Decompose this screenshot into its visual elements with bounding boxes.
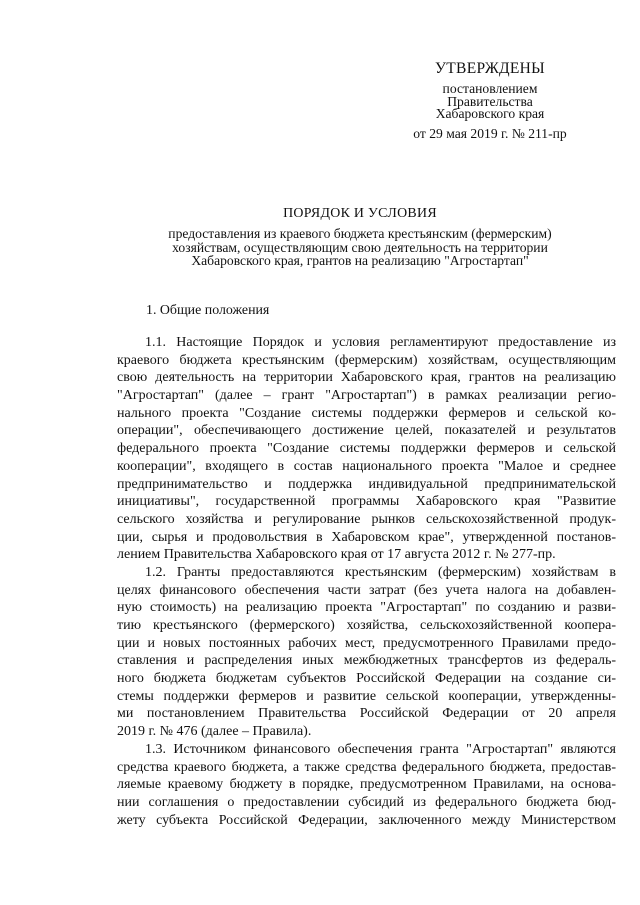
body-line: 1.3. Источником финансового обеспечения гранта "Агростартап" являются	[145, 741, 616, 757]
body-line: ми постановлением Правительства Российской Федерации от 20 апреля	[117, 706, 616, 722]
body-line: кооперации", входящего в состав национального проекта "Малое и среднее	[117, 458, 616, 474]
approval-title: УТВЕРЖДЕНЫ	[435, 60, 545, 77]
subtitle-line: предоставления из краевого бюджета крестьянским (фермерским)	[168, 226, 552, 241]
body-line: нального проекта "Создание системы поддержки фермеров и сельской ко-	[117, 405, 616, 421]
body-line: свою деятельность на территории Хабаровского края, грантов на реализацию	[117, 370, 616, 386]
body-line: ного бюджета бюджетам субъектов Российской Федерации на создание си-	[117, 671, 616, 687]
body-line: ляемые краевому бюджету в порядке, предусмотренном Правилами, на основа-	[117, 777, 616, 793]
body-line: целях финансового обеспечения части затрат (без учета налога на добавлен-	[117, 582, 616, 598]
approval-line: Хабаровского края	[435, 106, 545, 121]
body-line: нии соглашения о предоставлении субсидий из федерального бюджета бюд-	[117, 794, 616, 810]
body-line: тию крестьянского (фермерского) хозяйства, сельскохозяйственной коопера-	[117, 618, 616, 633]
body-line: 1.1. Настоящие Порядок и условия регламентируют предоставление из	[145, 335, 616, 350]
body-line: "Агростартап" (далее – грант "Агростартап") в рамках реализации регио-	[117, 388, 616, 404]
subtitle-line: хозяйствам, осуществляющим свою деятельность на территории	[172, 239, 548, 255]
document-title: ПОРЯДОК И УСЛОВИЯ	[283, 206, 437, 221]
body-line: 2019 г. № 476 (далее – Правила).	[117, 724, 312, 740]
body-line: 1.2. Гранты предоставляются крестьянским (фермерским) хозяйствам в	[145, 564, 616, 580]
body-line: ции и новых постоянных рабочих мест, предусмотренного Правилами предо-	[117, 635, 616, 651]
paragraph-1-2	[117, 564, 616, 741]
body-line: ции, сырья и продовольствия в Хабаровском крае", утвержденной постанов-	[117, 529, 616, 545]
body-line: ную стоимость) на реализацию проекта "Агростартап" по созданию и разви-	[117, 600, 616, 616]
document-subtitle	[150, 227, 570, 268]
body-line: стемы поддержки фермеров и развитие сельской кооперации, утвержденны-	[117, 688, 616, 704]
body-line: федерального проекта "Создание системы поддержки фермеров и сельской	[117, 441, 616, 457]
approval-date: от 29 мая 2019 г. № 211-пр	[413, 126, 567, 141]
body-line: лением Правительства Хабаровского края от 17 августа 2012 г. № 277-пр.	[117, 547, 556, 563]
body-line: предпринимательство и поддержка индивидуальной предпринимательской	[117, 476, 616, 492]
section-heading: 1. Общие положения	[146, 303, 270, 318]
body-line: жету субъекта Российской Федерации, заключенного между Министерством	[117, 812, 616, 828]
body-line: средства краевого бюджета, а также средства федерального бюджета, предостав-	[117, 759, 616, 775]
body-line: инициативы", государственной программы Хабаровского края "Развитие	[117, 494, 616, 510]
paragraph-1-1	[117, 334, 616, 564]
approval-block	[390, 83, 590, 121]
body-line: сельского хозяйства и регулирование рынков сельскохозяйственной продук-	[117, 511, 616, 527]
approval-line: Правительства	[447, 93, 533, 109]
body-line: краевого бюджета крестьянским (фермерским) хозяйствам, осуществляющим	[117, 352, 616, 368]
approval-line: постановлением	[442, 81, 538, 96]
body-line: ставления и распределения иных межбюджетных трансфертов из федераль-	[117, 653, 616, 669]
paragraph-1-3	[117, 741, 616, 829]
subtitle-line: Хабаровского края, грантов на реализацию "Агростартап"	[191, 253, 529, 268]
body-line: операции", обеспечивающего достижение целей, показателей и результатов	[117, 423, 616, 439]
document-body	[117, 334, 616, 829]
